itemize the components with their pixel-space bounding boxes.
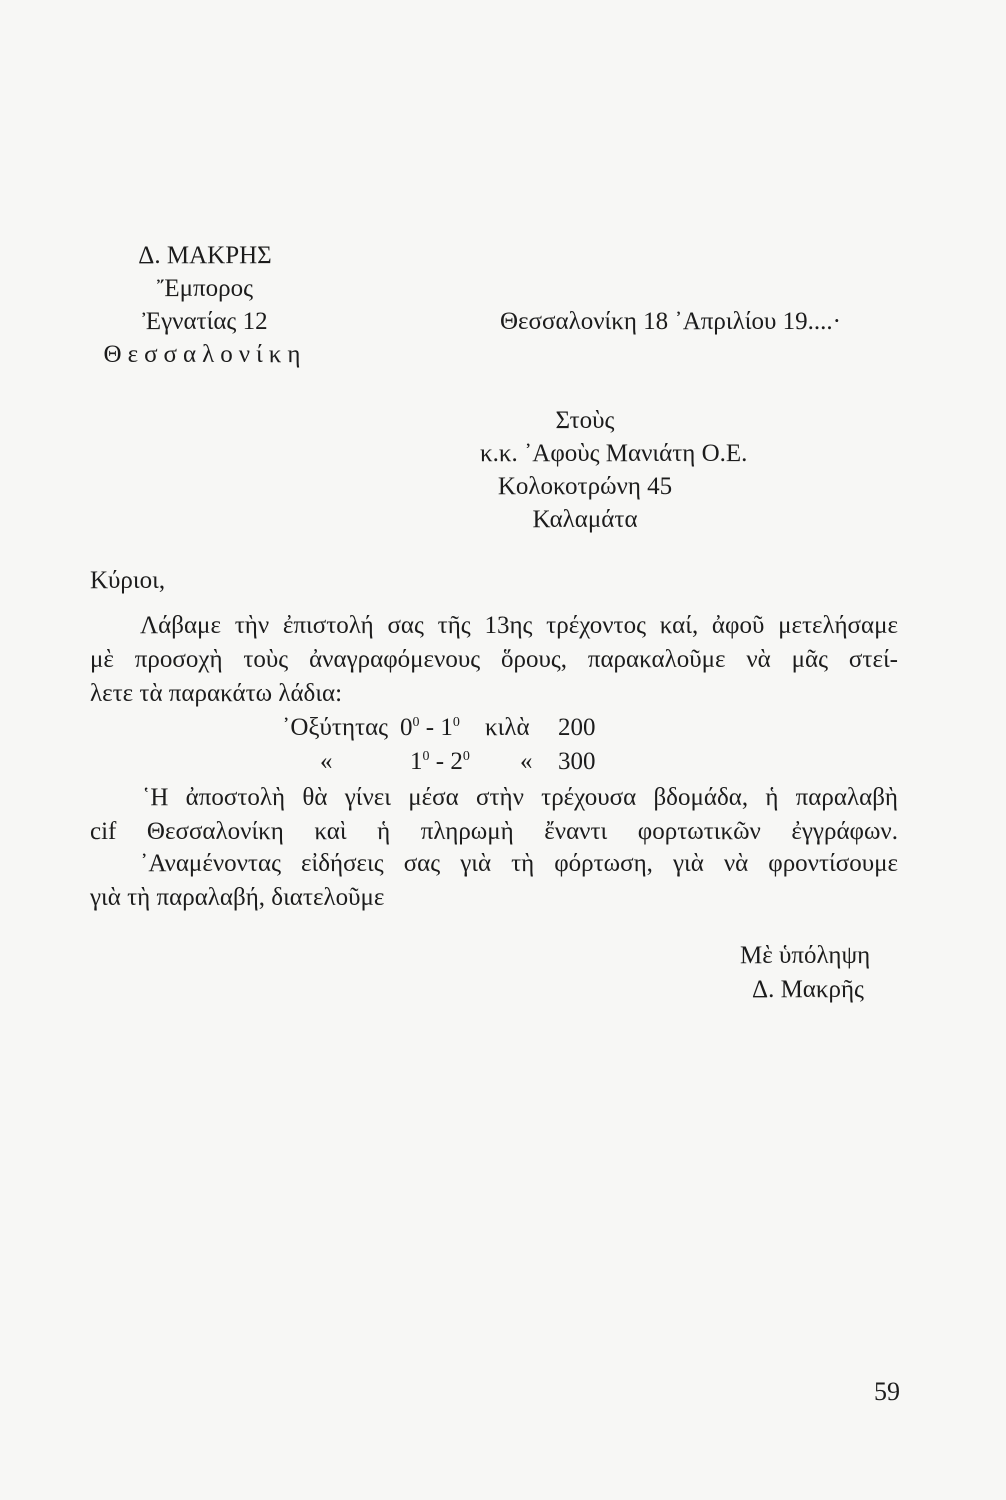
order-qty: 200 <box>558 714 596 741</box>
order-row <box>0 746 1006 780</box>
sender-city: Θεσσαλονίκη <box>103 341 307 368</box>
recipient-name: κ.κ. ᾿Αφοὺς Μανιάτη Ο.Ε. <box>480 440 748 467</box>
paragraph-1-line: μὲ προσοχὴ τοὺς ἀναγραφόμενους ὅρους, παρακαλοῦμε νὰ μᾶς στεί- <box>90 646 898 673</box>
order-range: $1^0 - 2^0$ <box>410 748 470 775</box>
paragraph-1-line: λετε τὰ παρακάτω λάδια: <box>90 680 343 707</box>
order-label: « <box>320 748 333 775</box>
signature: Δ. Μακρῆς <box>752 976 864 1003</box>
range-to: 1 <box>440 714 453 741</box>
range-from: 1 <box>410 748 423 775</box>
order-row <box>0 712 1006 746</box>
order-qty: 300 <box>558 748 596 775</box>
paragraph-2-line: cif Θεσσαλονίκη καὶ ἡ πληρωμὴ ἔναντι φορτωτικῶν ἐγγράφων. <box>90 818 898 845</box>
degree-mark: 0 <box>462 749 470 764</box>
sender-name: Δ. ΜΑΚΡΗΣ <box>138 242 272 269</box>
paragraph-2 <box>90 782 898 850</box>
dateline: Θεσσαλονίκη 18 ᾿Απριλίου 19....· <box>500 308 841 335</box>
closing-block <box>740 940 870 1008</box>
sender-role: Ἔμπορος <box>156 275 253 302</box>
sender-street: Ἐγνατίας 12 <box>142 308 268 335</box>
paragraph-1 <box>90 610 898 712</box>
paragraph-3-line: γιὰ τὴ παραλαβή, διατελοῦμε <box>90 884 385 911</box>
recipient-street: Κολοκοτρώνη 45 <box>497 473 673 500</box>
paragraph-3-line: ᾿Αναμένοντας εἰδήσεις σας γιὰ τὴ φόρτωση, γιὰ νὰ φροντίσουμε <box>140 850 898 877</box>
recipient-block <box>480 405 748 537</box>
range-from: 0 <box>400 714 413 741</box>
order-range: $0^0 - 1^0$ <box>400 714 460 741</box>
degree-mark: 0 <box>422 749 430 764</box>
order-table <box>0 712 1006 782</box>
closing-regards: Μὲ ὑπόληψη <box>740 942 871 969</box>
degree-mark: 0 <box>452 715 460 730</box>
range-to: 2 <box>450 748 463 775</box>
degree-mark: 0 <box>412 715 420 730</box>
paragraph-2-line: ῾Η ἀποστολὴ θὰ γίνει μέσα στὴν τρέχουσα βδομάδα, ἡ παραλαβὴ <box>142 784 898 811</box>
paragraph-3 <box>90 848 898 916</box>
salutation: Κύριοι, <box>90 567 166 594</box>
sender-block <box>90 240 320 372</box>
order-unit: κιλὰ <box>485 714 530 741</box>
recipient-city: Καλαμάτα <box>532 506 638 533</box>
recipient-to: Στοὺς <box>555 407 615 434</box>
paragraph-1-line: Λάβαμε τὴν ἐπιστολή σας τῆς 13ης τρέχοντος καί, ἀφοῦ μετελήσαμε <box>140 612 898 639</box>
page-number: 59 <box>874 1377 900 1406</box>
order-unit: « <box>520 748 533 775</box>
order-label: ᾿Οξύτητας <box>282 714 389 741</box>
